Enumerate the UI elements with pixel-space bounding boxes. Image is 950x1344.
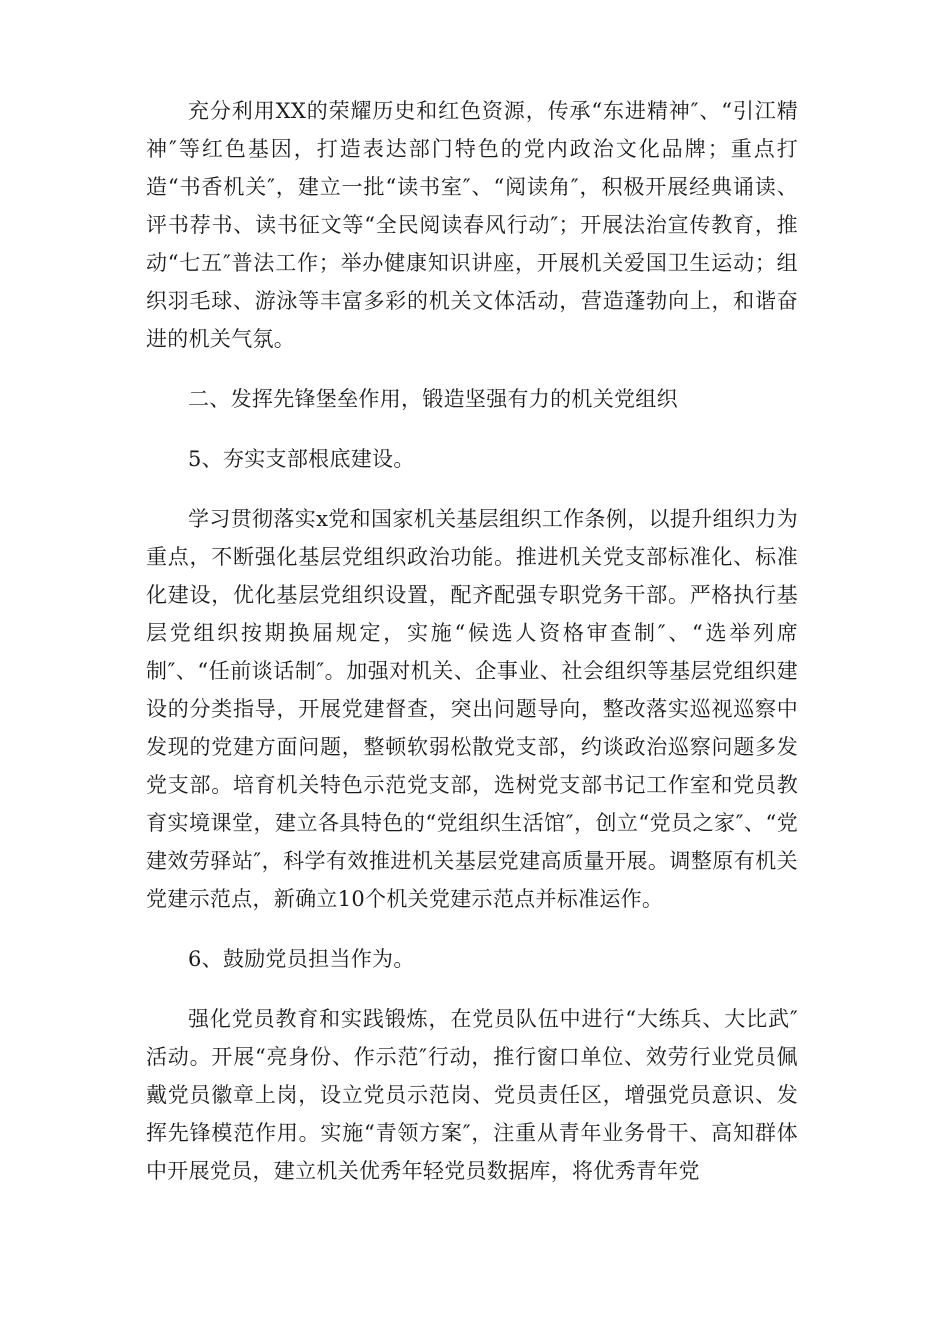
section-heading-2: 二、发挥先锋堡垒作用，锻造坚强有力的机关党组织 bbox=[188, 387, 678, 411]
subheading-5: 5、夯实支部根底建设。 bbox=[188, 447, 415, 471]
paragraph-member-education: 强化党员教育和实践锻炼，在党员队伍中进行“大练兵、大比武″活动。开展“亮身份、作示范″行动，推行窗口单位、效劳行业党员佩戴党员徽章上岗，设立党员示范岗、党员责任区，增强党员意识、发挥先锋模范作用。实施“青领方案″，注重从青年业务骨干、高知群体中开展党员，建立机关优秀年轻党员数据库，将优秀青年党 bbox=[146, 1007, 798, 1183]
paragraph-culture-brand: 充分利用XX的荣耀历史和红色资源，传承“东进精神″、“引江精神″等红色基因，打造表达部门特色的党内政治文化品牌；重点打造“书香机关″，建立一批“读书室″、“阅读角″，积极开展经典诵读、评书荐书、读书征文等“全民阅读春风行动″；开展法治宣传教育，推动“七五″普法工作；举办健康知识讲座，开展机关爱国卫生运动；组织羽毛球、游泳等丰富多彩的机关文体活动，营造蓬勃向上，和谐奋进的机关气氛。 bbox=[146, 99, 798, 351]
document-page bbox=[146, 92, 798, 1212]
paragraph-branch-building: 学习贯彻落实x党和国家机关基层组织工作条例，以提升组织力为重点，不断强化基层党组织政治功能。推进机关党支部标准化、标准化建设，优化基层党组织设置，配齐配强专职党务干部。严格执行基层党组织按期换届规定，实施“候选人资格审查制″、“选举列席制″、“任前谈话制″。加强对机关、企事业、社会组织等基层党组织建设的分类指导，开展党建督查，突出问题导向，整改落实巡视巡察中发现的党建方面问题，整顿软弱松散党支部，约谈政治巡察问题多发党支部。培育机关特色示范党支部，选树党支部书记工作室和党员教育实境课堂，建立各具特色的“党组织生活馆″，创立“党员之家″、“党建效劳驿站″，科学有效推进机关基层党建高质量开展。调整原有机关党建示范点，新确立10个机关党建示范点并标准运作。 bbox=[146, 507, 798, 911]
subheading-6: 6、鼓励党员担当作为。 bbox=[188, 947, 415, 971]
